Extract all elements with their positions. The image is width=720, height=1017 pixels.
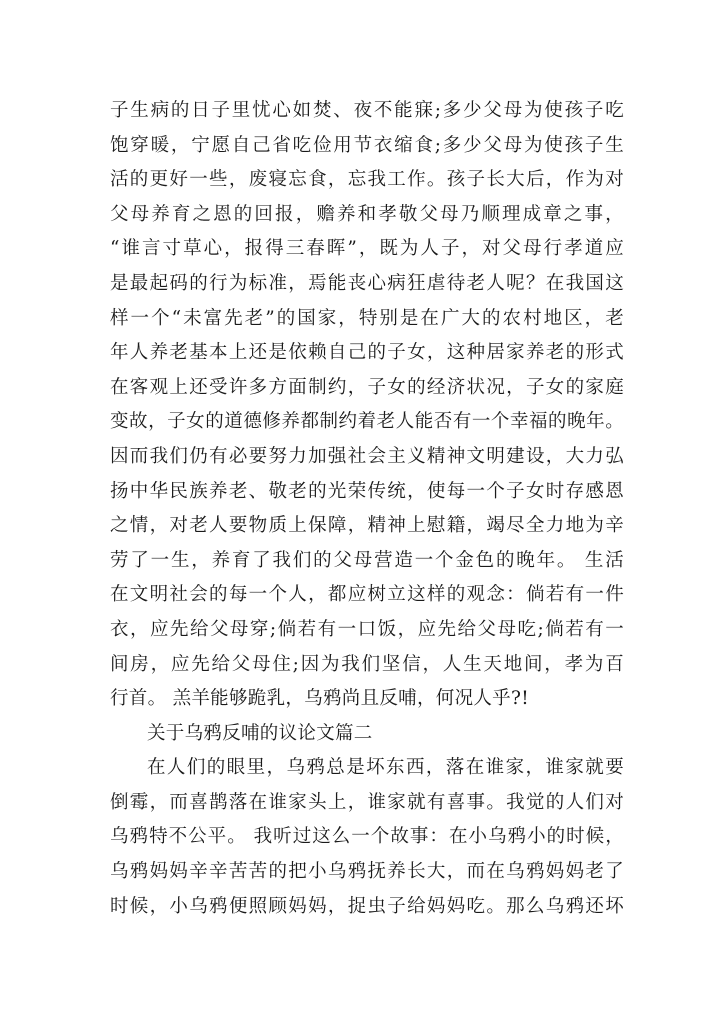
text-line: 衣，应先给父母穿;倘若有一口饭，应先给父母吃;倘若有一 bbox=[110, 618, 624, 640]
text-line: 乌鸦特不公平。 我听过这么一个故事：在小乌鸦小的时候， bbox=[110, 826, 624, 848]
text-line: 在人们的眼里，乌鸦总是坏东西，落在谁家，谁家就要 bbox=[147, 757, 624, 779]
text-line: 子生病的日子里忧心如焚、夜不能寐;多少父母为使孩子吃 bbox=[110, 100, 624, 121]
text-line: 活的更好一些，废寝忘食，忘我工作。孩子长大后，作为对 bbox=[110, 169, 624, 191]
paragraph-1 bbox=[110, 94, 624, 717]
text-line: 饱穿暖，宁愿自己省吃俭用节衣缩食;多少父母为使孩子生 bbox=[110, 134, 624, 156]
text-line: 父母养育之恩的回报，赡养和孝敬父母乃顺理成章之事， bbox=[110, 203, 624, 225]
text-line: 在客观上还受许多方面制约，子女的经济状况，子女的家庭 bbox=[110, 376, 624, 398]
text-line: “谁言寸草心，报得三春晖”，既为人子，对父母行孝道应 bbox=[110, 238, 624, 260]
section-heading: 关于乌鸦反哺的议论文篇二 bbox=[147, 722, 373, 744]
text-line: 间房，应先给父母住;因为我们坚信，人生天地间，孝为百 bbox=[110, 653, 624, 675]
text-line: 变故，子女的道德修养都制约着老人能否有一个幸福的晚年。 bbox=[110, 411, 624, 433]
text-line: 乌鸦妈妈辛辛苦苦的把小乌鸦抚养长大，而在乌鸦妈妈老了 bbox=[110, 861, 624, 883]
text-line: 是最起码的行为标准，焉能丧心病狂虐待老人呢？在我国这 bbox=[110, 272, 624, 294]
text-line: 样一个“未富先老”的国家，特别是在广大的农村地区，老 bbox=[110, 307, 624, 329]
text-line: 之情，对老人要物质上保障，精神上慰籍，竭尽全力地为辛 bbox=[110, 515, 624, 537]
text-line: 扬中华民族养老、敬老的光荣传统，使每一个子女时存感恩 bbox=[110, 480, 624, 502]
document-body bbox=[110, 94, 624, 924]
text-line: 在文明社会的每一个人，都应树立这样的观念：倘若有一件 bbox=[110, 584, 624, 606]
text-line: 劳了一生，养育了我们的父母营造一个金色的晚年。 生活 bbox=[110, 549, 624, 571]
paragraph-2 bbox=[110, 751, 624, 924]
text-line: 年人养老基本上还是依赖自己的子女，这种居家养老的形式 bbox=[110, 342, 624, 364]
text-line: 时候，小乌鸦便照顾妈妈，捉虫子给妈妈吃。那么乌鸦还坏 bbox=[110, 895, 624, 917]
text-line: 因而我们仍有必要努力加强社会主义精神文明建设，大力弘 bbox=[110, 445, 624, 467]
text-line: 倒霉，而喜鹊落在谁家头上，谁家就有喜事。我觉的人们对 bbox=[110, 791, 624, 813]
text-line: 行首。 羔羊能够跪乳，乌鸦尚且反哺，何况人乎?! bbox=[110, 688, 529, 710]
